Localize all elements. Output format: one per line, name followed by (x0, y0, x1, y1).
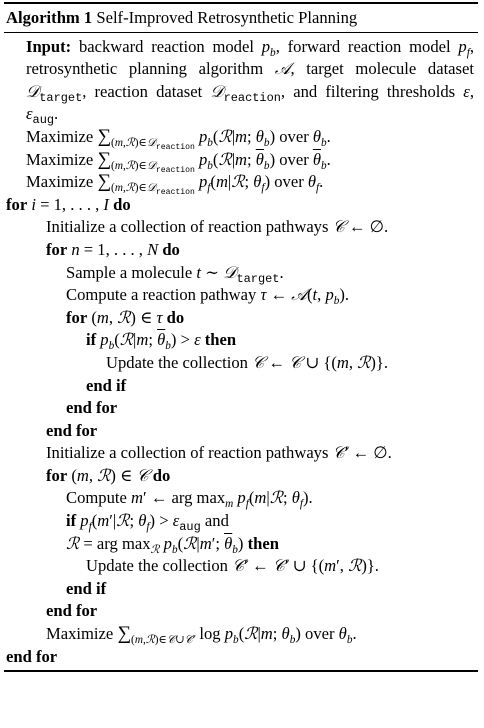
algorithm-label: Algorithm 1 (6, 8, 93, 27)
algo-line-20: Update the collection 𝒞′ ← 𝒞′ ∪ {(m′, ℛ)}. (86, 556, 379, 576)
algo-line-14: end for (46, 420, 98, 440)
algorithm-block (4, 2, 478, 672)
algo-line-3: Maximize $\sum_{(m,ℛ)\in 𝒟_{reaction}}$ $p_f(m|ℛ$; $\theta_f$) over $\theta_f$. (26, 171, 324, 197)
input-keyword: Input: (26, 36, 72, 56)
algo-line-24: end for (6, 646, 58, 666)
algo-line-16: for (m, ℛ) ∈ 𝒞 do (46, 465, 171, 485)
algo-line-18: if $p_f(m'|ℛ$; $\theta_f) > \varepsilon_{aug}$ and (66, 511, 229, 535)
algo-line-11: Update the collection 𝒞 ← 𝒞 ∪ {(m, ℛ)}. (106, 352, 389, 372)
algo-line-1: Maximize $\sum_{(m,ℛ)\in 𝒟_{reaction}}$ $p_b(ℛ|m$; $\theta_b$) over $\theta_b$. (26, 125, 331, 152)
algo-line-13: end for (66, 398, 118, 418)
algo-line-10: if $p_b(ℛ|m$; $\overline{\theta}_b) > \varepsilon$ then (86, 330, 237, 353)
algo-line-8: Compute a reaction pathway τ ← 𝒜(t, $p_b$). (66, 285, 350, 308)
algo-line-23: Maximize $\sum_{(m,ℛ)\in 𝒞\cup 𝒞'}$ $\log p_b(ℛ|m$; $\theta_b$) over $\theta_b$. (46, 623, 357, 646)
algo-line-12: end if (86, 375, 127, 395)
algorithm-caption (4, 4, 478, 32)
algo-line-9: for (m, ℛ) ∈ τ do (66, 307, 185, 327)
algo-line-5: Initialize a collection of reaction pathways 𝒞 ← ∅. (46, 217, 389, 237)
bottom-rule (4, 670, 478, 672)
algo-line-17: Compute m′ ← arg $\max_m$ $p_f(m|ℛ$; $\theta_f$). (66, 488, 313, 511)
algo-line-2: Maximize $\sum_{(m,ℛ)\in 𝒟_{reaction}}$ $p_b(ℛ|m$; $\overline{\theta}_b$) over $\overline{\theta}_b$. (26, 148, 331, 175)
algo-line-6: for n = 1, . . . , N do (46, 239, 180, 259)
algo-line-22: end for (46, 601, 98, 621)
algorithm-body (4, 33, 478, 669)
algo-line-19: ℛ = arg $\max_ℛ$ $p_b(ℛ|m'$; $\overline{\theta}_b$) then (66, 533, 279, 556)
input-paragraph: Input: backward reaction model $p_b$, forward reaction model $p_f$, retrosynthetic planning algorithm 𝒜, target molecule dataset 𝒟$_{target}$, reaction dataset 𝒟$_{reaction}$, and filtering thresholds ε, $\varepsilon_{aug}$. (26, 36, 474, 128)
algorithm-title: Self-Improved Retrosynthetic Planning (96, 8, 358, 27)
algo-line-7: Sample a molecule t ∼ 𝒟$_{target}$. (66, 262, 284, 286)
algo-line-15: Initialize a collection of reaction pathways 𝒞′ ← ∅. (46, 443, 392, 463)
algo-line-4: for i = 1, . . . , I do (6, 194, 131, 214)
algo-line-21: end if (66, 578, 107, 598)
